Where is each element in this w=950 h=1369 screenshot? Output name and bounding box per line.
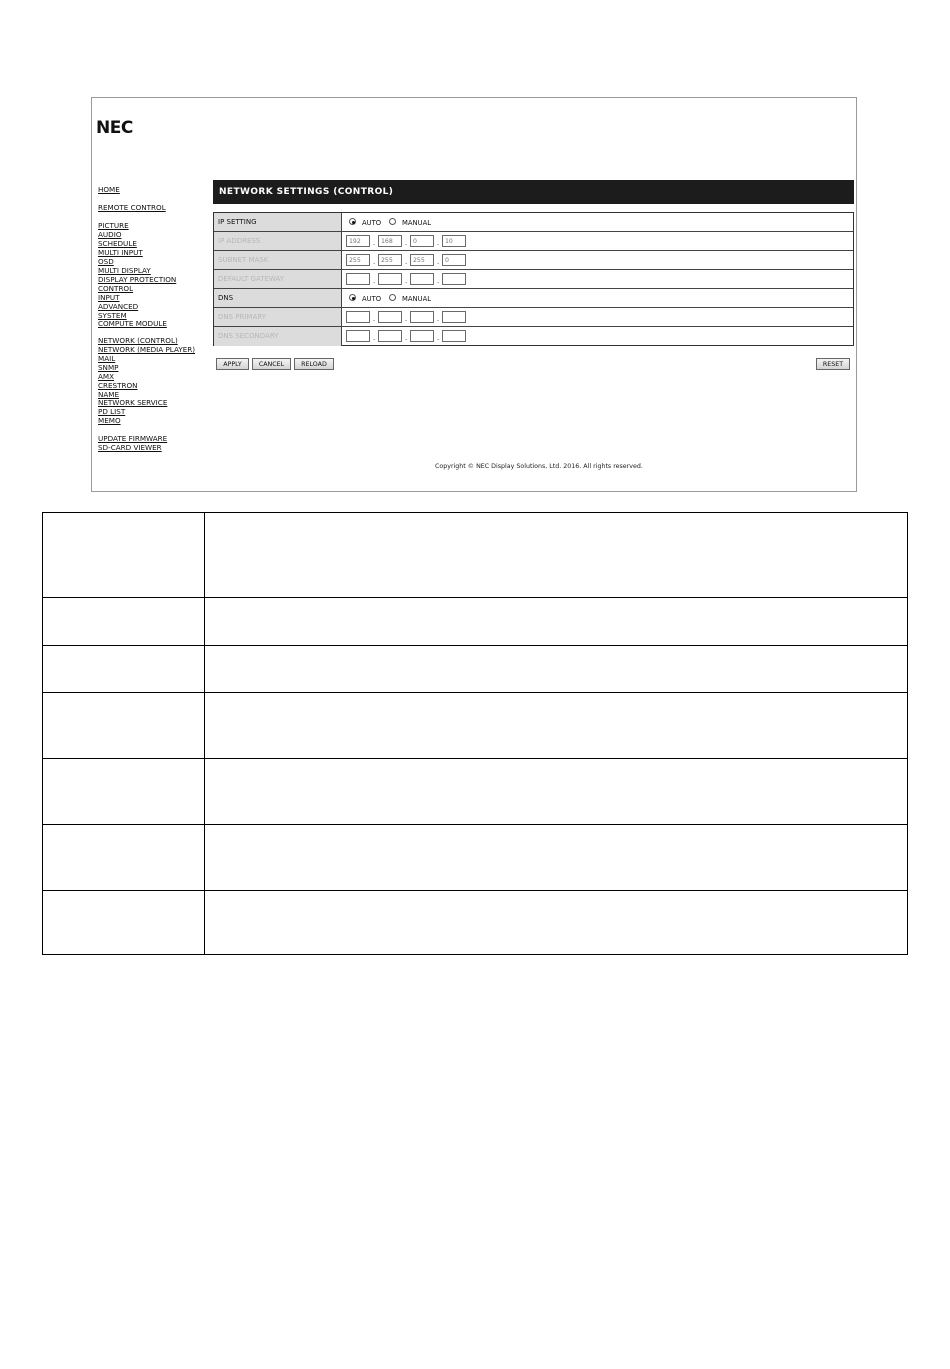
- octet-separator: .: [437, 315, 440, 323]
- subnet-mask-octet-4[interactable]: 0: [442, 254, 466, 266]
- nav-network-control[interactable]: NETWORK (CONTROL): [98, 336, 178, 345]
- subnet-mask-octet-2[interactable]: 255: [378, 254, 402, 266]
- copyright-text: Copyright © NEC Display Solutions, Ltd. 2016. All rights reserved.: [435, 463, 643, 470]
- ip-setting-manual-label: MANUAL: [402, 219, 432, 227]
- nav-network-media-player[interactable]: NETWORK (MEDIA PLAYER): [98, 345, 196, 354]
- ip-setting-row: [214, 213, 853, 232]
- reset-button[interactable]: RESET: [816, 358, 850, 370]
- table-row: [43, 758, 907, 824]
- nav-compute-module[interactable]: COMPUTE MODULE: [98, 319, 167, 328]
- dns-primary-label: DNS PRIMARY: [214, 308, 342, 326]
- dns-auto-label: AUTO: [362, 295, 382, 303]
- dns-row: [214, 289, 853, 308]
- nav-home[interactable]: HOME: [98, 185, 120, 194]
- nav-osd[interactable]: OSD: [98, 257, 114, 266]
- nec-logo: NEC: [96, 118, 133, 138]
- octet-separator: .: [405, 315, 408, 323]
- nav-network-service[interactable]: NETWORK SERVICE: [98, 398, 168, 407]
- octet-separator: .: [437, 239, 440, 247]
- default-gateway-octet-1[interactable]: [346, 273, 370, 285]
- dns-primary-row: [214, 308, 853, 327]
- nav-mail[interactable]: MAIL: [98, 354, 116, 363]
- nav-sd-card-viewer[interactable]: SD-CARD VIEWER: [98, 443, 162, 452]
- subnet-mask-row: [214, 251, 853, 270]
- ip-setting-manual-radio[interactable]: [389, 218, 396, 225]
- octet-separator: .: [405, 258, 408, 266]
- ip-address-octet-1[interactable]: 192: [346, 235, 370, 247]
- nav-control[interactable]: CONTROL: [98, 284, 134, 293]
- nav-display-protection[interactable]: DISPLAY PROTECTION: [98, 275, 177, 284]
- nav-update-firmware[interactable]: UPDATE FIRMWARE: [98, 434, 168, 443]
- nav-schedule[interactable]: SCHEDULE: [98, 239, 137, 248]
- table-row: [43, 513, 907, 597]
- dns-secondary-row: [214, 327, 853, 346]
- dns-secondary-octet-3[interactable]: [410, 330, 434, 342]
- dns-secondary-octet-4[interactable]: [442, 330, 466, 342]
- table-row: [43, 597, 907, 645]
- octet-separator: .: [437, 334, 440, 342]
- octet-separator: .: [373, 258, 376, 266]
- table-row: [43, 645, 907, 692]
- default-gateway-row: [214, 270, 853, 289]
- description-table: [42, 512, 908, 955]
- octet-separator: .: [373, 239, 376, 247]
- dns-primary-octet-2[interactable]: [378, 311, 402, 323]
- ip-address-octet-3[interactable]: 0: [410, 235, 434, 247]
- nav-name[interactable]: NAME: [98, 390, 120, 399]
- default-gateway-octet-4[interactable]: [442, 273, 466, 285]
- table-row: [43, 890, 907, 954]
- dns-label: DNS: [214, 289, 342, 307]
- nav-remote-control[interactable]: REMOTE CONTROL: [98, 203, 166, 212]
- ip-address-octet-4[interactable]: 10: [442, 235, 466, 247]
- dns-primary-octet-3[interactable]: [410, 311, 434, 323]
- octet-separator: .: [405, 239, 408, 247]
- cancel-button[interactable]: CANCEL: [252, 358, 291, 370]
- nav-memo[interactable]: MEMO: [98, 416, 121, 425]
- default-gateway-octet-2[interactable]: [378, 273, 402, 285]
- page-title: NETWORK SETTINGS (CONTROL): [213, 180, 854, 204]
- nav-audio[interactable]: AUDIO: [98, 230, 122, 239]
- nav-advanced[interactable]: ADVANCED: [98, 302, 139, 311]
- default-gateway-octet-3[interactable]: [410, 273, 434, 285]
- table-row: [43, 824, 907, 890]
- ip-setting-auto-label: AUTO: [362, 219, 382, 227]
- table-row: [43, 692, 907, 758]
- dns-secondary-label: DNS SECONDARY: [214, 327, 342, 346]
- nav-multi-input[interactable]: MULTI INPUT: [98, 248, 143, 257]
- ip-address-row: [214, 232, 853, 251]
- octet-separator: .: [373, 315, 376, 323]
- nav-multi-display[interactable]: MULTI DISPLAY: [98, 266, 151, 275]
- dns-primary-octet-1[interactable]: [346, 311, 370, 323]
- nav-input[interactable]: INPUT: [98, 293, 120, 302]
- dns-secondary-octet-1[interactable]: [346, 330, 370, 342]
- dns-manual-label: MANUAL: [402, 295, 432, 303]
- nav-system[interactable]: SYSTEM: [98, 311, 127, 320]
- ip-address-octet-2[interactable]: 168: [378, 235, 402, 247]
- octet-separator: .: [373, 277, 376, 285]
- dns-secondary-octet-2[interactable]: [378, 330, 402, 342]
- nav-crestron[interactable]: CRESTRON: [98, 381, 138, 390]
- subnet-mask-label: SUBNET MASK: [214, 251, 342, 269]
- octet-separator: .: [405, 334, 408, 342]
- nav-snmp[interactable]: SNMP: [98, 363, 119, 372]
- subnet-mask-octet-3[interactable]: 255: [410, 254, 434, 266]
- default-gateway-label: DEFAULT GATEWAY: [214, 270, 342, 288]
- nav-picture[interactable]: PICTURE: [98, 221, 129, 230]
- apply-button[interactable]: APPLY: [216, 358, 249, 370]
- reload-button[interactable]: RELOAD: [294, 358, 334, 370]
- ip-address-label: IP ADDRESS: [214, 232, 342, 250]
- octet-separator: .: [373, 334, 376, 342]
- network-settings-form: [213, 212, 854, 346]
- ip-setting-label: IP SETTING: [214, 213, 342, 231]
- octet-separator: .: [405, 277, 408, 285]
- octet-separator: .: [437, 258, 440, 266]
- dns-manual-radio[interactable]: [389, 294, 396, 301]
- ip-setting-auto-radio[interactable]: [349, 218, 356, 225]
- dns-auto-radio[interactable]: [349, 294, 356, 301]
- octet-separator: .: [437, 277, 440, 285]
- subnet-mask-octet-1[interactable]: 255: [346, 254, 370, 266]
- dns-primary-octet-4[interactable]: [442, 311, 466, 323]
- nav-amx[interactable]: AMX: [98, 372, 115, 381]
- nav-pd-list[interactable]: PD LIST: [98, 407, 126, 416]
